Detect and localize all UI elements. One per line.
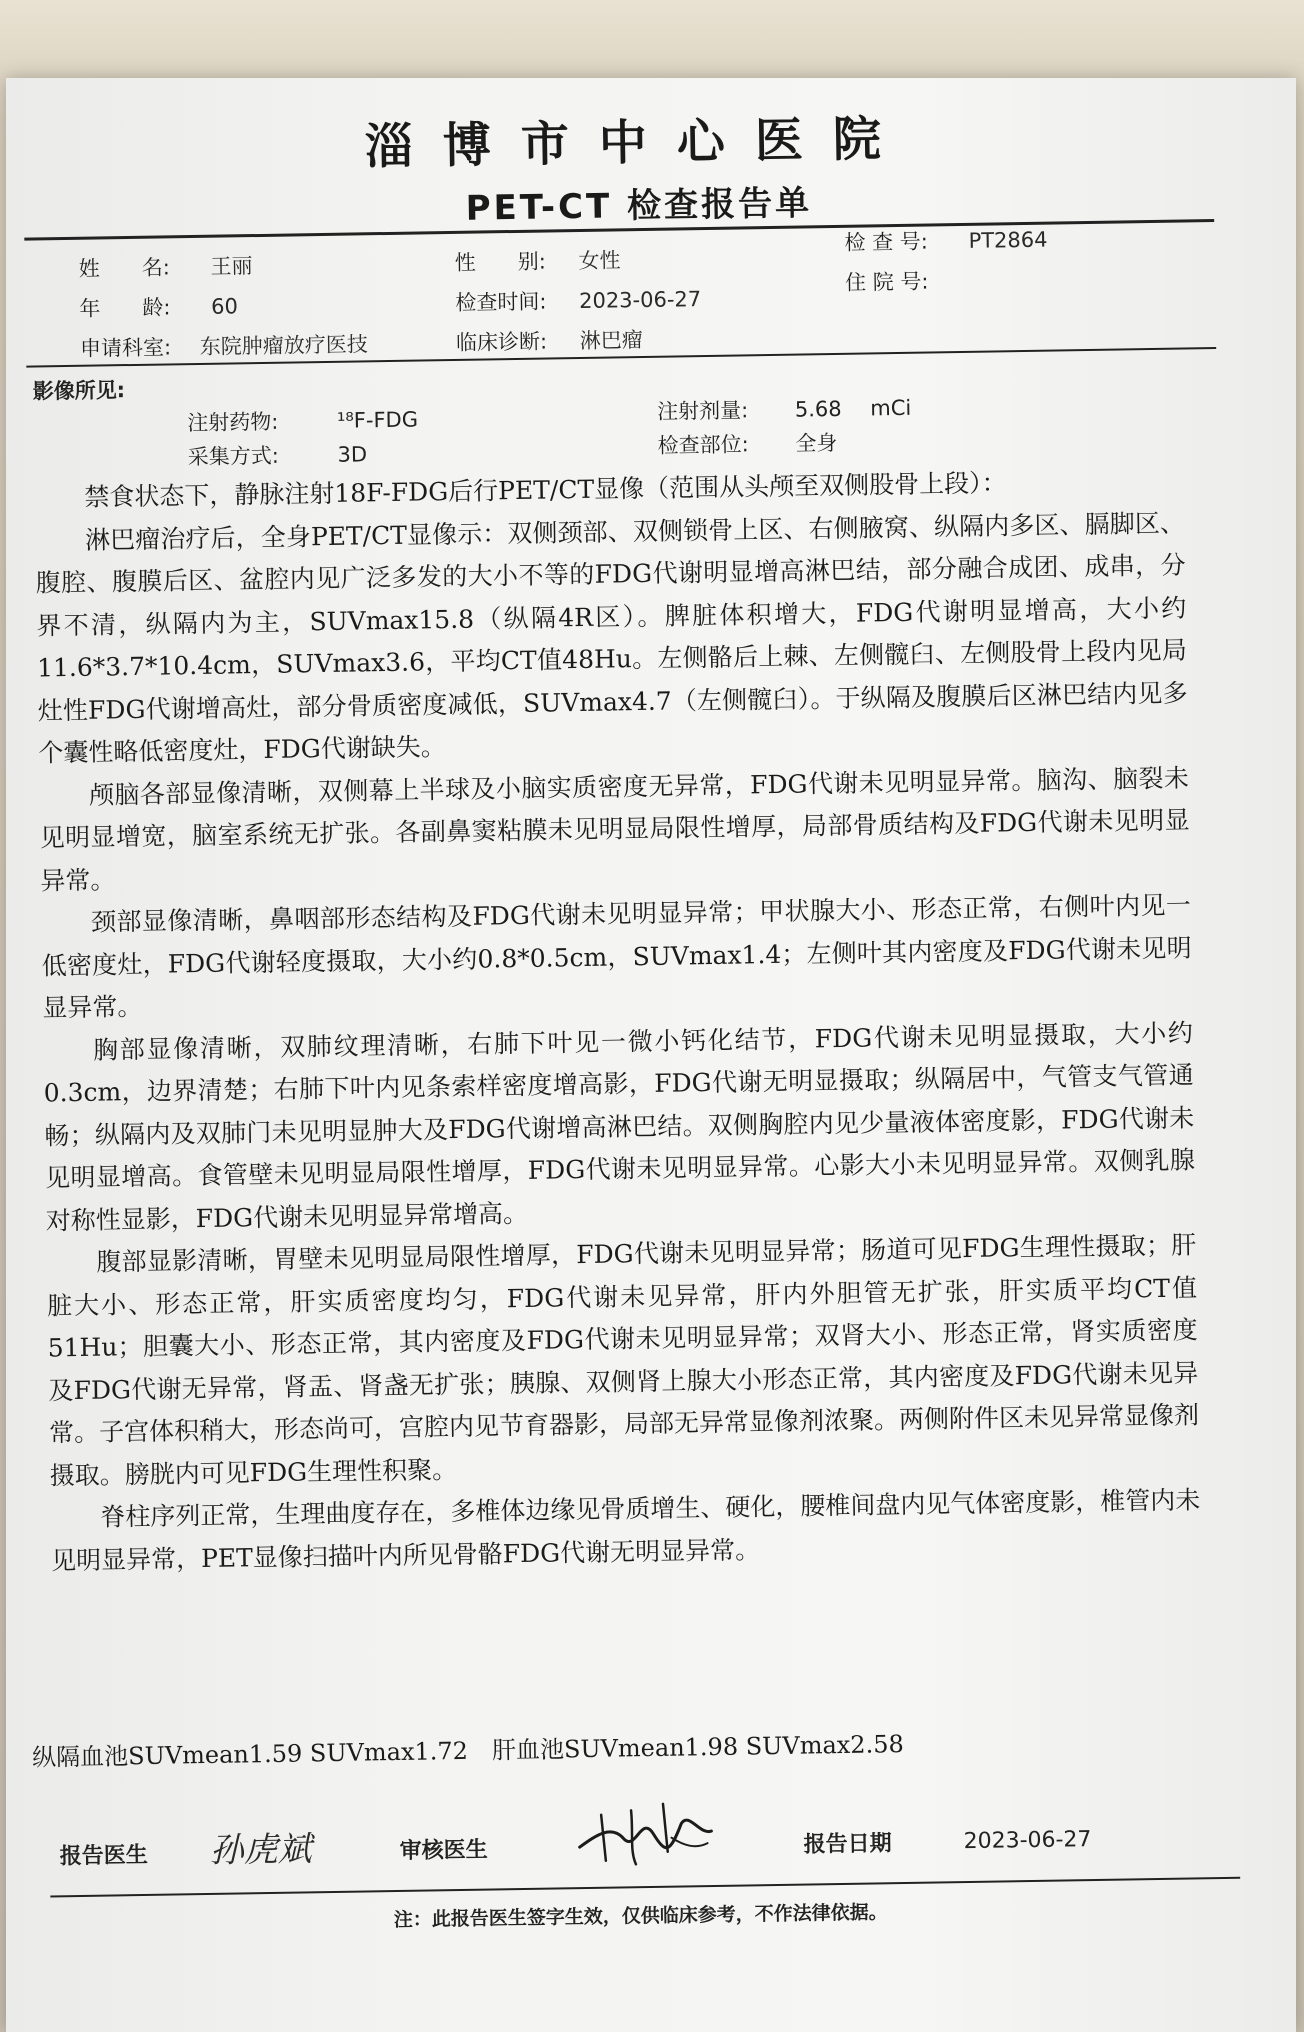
report-title: PET-CT 检查报告单	[465, 183, 813, 229]
exam-site-value: 全身	[795, 430, 838, 456]
review-doctor-label: 审核医生	[399, 1837, 488, 1864]
gender-label: 性 别:	[454, 249, 546, 275]
dose-value: 5.68	[794, 396, 842, 422]
exam-site-row	[657, 427, 837, 460]
report-date: 2023-06-27	[963, 1827, 1092, 1855]
tracer-row	[187, 404, 418, 438]
dose-unit: mCi	[870, 395, 912, 421]
age-row	[79, 290, 238, 322]
exam-time-label: 检查时间:	[455, 289, 547, 315]
report-doctor-signature: 孙虎斌	[209, 1829, 312, 1871]
diagnosis-label: 临床诊断:	[455, 329, 548, 355]
age-label: 年 龄:	[79, 295, 171, 321]
inpatient-no-label: 住 院 号:	[844, 269, 929, 295]
requesting-dept: 东院肿瘤放疗医技	[199, 332, 368, 359]
findings-paragraph: 淋巴瘤治疗后，全身PET/CT显像示：双侧颈部、双侧锁骨上区、右侧腋窝、纵隔内多区、膈脚区、腹腔、腹膜后区、盆腔内见广泛多发的大小不等的FDG代谢明显增高淋巴结，部分融合成团、成串，分界不清，纵隔内为主，SUVmax15.8（纵隔4R区）。脾脏体积增大，FDG代谢明显增高，大小约11.6*3.7*10.4cm，SUVmax3.6，平均CT值48Hu。左侧骼后上棘、左侧髋臼、左侧股骨上段内见局灶性FDG代谢增高灶，部分骨质密度减低，SUVmax4.7（左侧髋臼）。于纵隔及腹膜后区淋巴结内见多个囊性略低密度灶，FDG代谢缺失。	[35, 507, 1188, 768]
exam-time: 2023-06-27	[578, 287, 702, 313]
acquisition-row	[188, 438, 368, 471]
name-row	[79, 250, 253, 283]
footer-note: 注：此报告医生签字生效，仅供临床参考，不作法律依据。	[393, 1901, 888, 1932]
patient-age: 60	[210, 294, 239, 319]
exam-no-row	[844, 224, 1048, 257]
exam-number: PT2864	[968, 227, 1048, 253]
exam-time-row	[455, 283, 701, 317]
findings-paragraph: 颈部显像清晰，鼻咽部形态结构及FDG代谢未见明显异常；甲状腺大小、形态正常，右侧叶内见一低密度灶，FDG代谢轻度摄取，大小约0.8*0.5cm，SUVmax1.4；左侧叶其内密度及FDG代谢未见明显异常。	[41, 890, 1192, 1023]
dept-row	[80, 328, 368, 363]
tracer-value: ¹⁸F-FDG	[336, 407, 419, 433]
findings-paragraph: 脊柱序列正常，生理曲度存在，多椎体边缘见骨质增生、硬化，腰椎间盘内见气体密度影，椎管内未见明显异常，PET显像扫描叶内所见骨骼FDG代谢无明显异常。	[50, 1485, 1201, 1575]
report-paper	[6, 78, 1296, 2032]
report-doctor-label: 报告医生	[59, 1842, 148, 1870]
findings-body	[34, 459, 1201, 1582]
acquisition-label: 采集方式:	[187, 443, 280, 470]
review-doctor-signature-scribble	[571, 1793, 722, 1875]
findings-section-label: 影像所见:	[32, 378, 126, 404]
patient-gender: 女性	[578, 248, 621, 273]
gender-row	[454, 244, 620, 277]
tracer-label: 注射药物:	[187, 409, 279, 436]
name-label: 姓 名:	[78, 255, 171, 281]
report-sheet	[0, 68, 1304, 2032]
dose-row	[657, 392, 912, 426]
findings-paragraph: 颅脑各部显像清晰，双侧幕上半球及小脑实质密度无异常，FDG代谢未见明显异常。脑沟、脑裂未见明显增宽，脑室系统无扩张。各副鼻窦粘膜未见明显局限性增厚，局部骨质结构及FDG代谢未见明显异常。	[39, 762, 1190, 895]
blood-pool-values: 纵隔血池SUVmean1.59 SUVmax1.72 肝血池SUVmean1.98 SUVmax2.58	[31, 1730, 904, 1772]
diagnosis-row	[456, 324, 643, 357]
hospital-name: 淄博市中心医院	[364, 110, 912, 176]
findings-paragraph: 禁食状态下，静脉注射18F-FDG后行PET/CT显像（范围从头颅至双侧股骨上段）：	[84, 468, 1007, 512]
inpatient-no-row	[845, 265, 963, 297]
exam-site-label: 检查部位:	[657, 432, 749, 458]
dose-label: 注射剂量:	[656, 398, 749, 424]
clinical-diagnosis: 淋巴瘤	[579, 327, 643, 353]
report-date-label: 报告日期	[803, 1831, 892, 1858]
acquisition-value: 3D	[337, 442, 368, 467]
dept-label: 申请科室:	[79, 335, 172, 361]
findings-paragraph: 腹部显影清晰，胃壁未见明显局限性增厚，FDG代谢未见明显异常；肠道可见FDG生理性摄取；肝脏大小、形态正常，肝实质密度均匀，FDG代谢未见异常，肝内外胆管无扩张，肝实质平均CT值51Hu；胆囊大小、形态正常，其内密度及FDG代谢未见明显异常；双肾大小、形态正常，肾实质密度及FDG代谢无异常，肾盂、肾盏无扩张；胰腺、双侧肾上腺大小形态正常，其内密度及FDG代谢未见异常。子宫体积稍大，形态尚可，宫腔内见节育器影，局部无异常显像剂浓聚。两侧附件区未见异常显像剂摄取。膀胱内可见FDG生理性积聚。	[46, 1230, 1200, 1490]
patient-name: 王丽	[210, 254, 253, 279]
exam-no-label: 检 查 号:	[844, 229, 929, 255]
findings-paragraph: 胸部显像清晰，双肺纹理清晰，右肺下叶见一微小钙化结节，FDG代谢未见明显摄取，大小约0.3cm，边界清楚；右肺下叶内见条索样密度增高影，FDG代谢无明显摄取；纵隔居中，气管支气管通畅；纵隔内及双肺门未见明显肿大及FDG代谢增高淋巴结。双侧胸腔内见少量液体密度影，FDG代谢未见明显增高。食管壁未见明显局限性增厚，FDG代谢未见明显异常。心影大小未见明显异常。双侧乳腺对称性显影，FDG代谢未见明显异常增高。	[43, 1017, 1196, 1235]
